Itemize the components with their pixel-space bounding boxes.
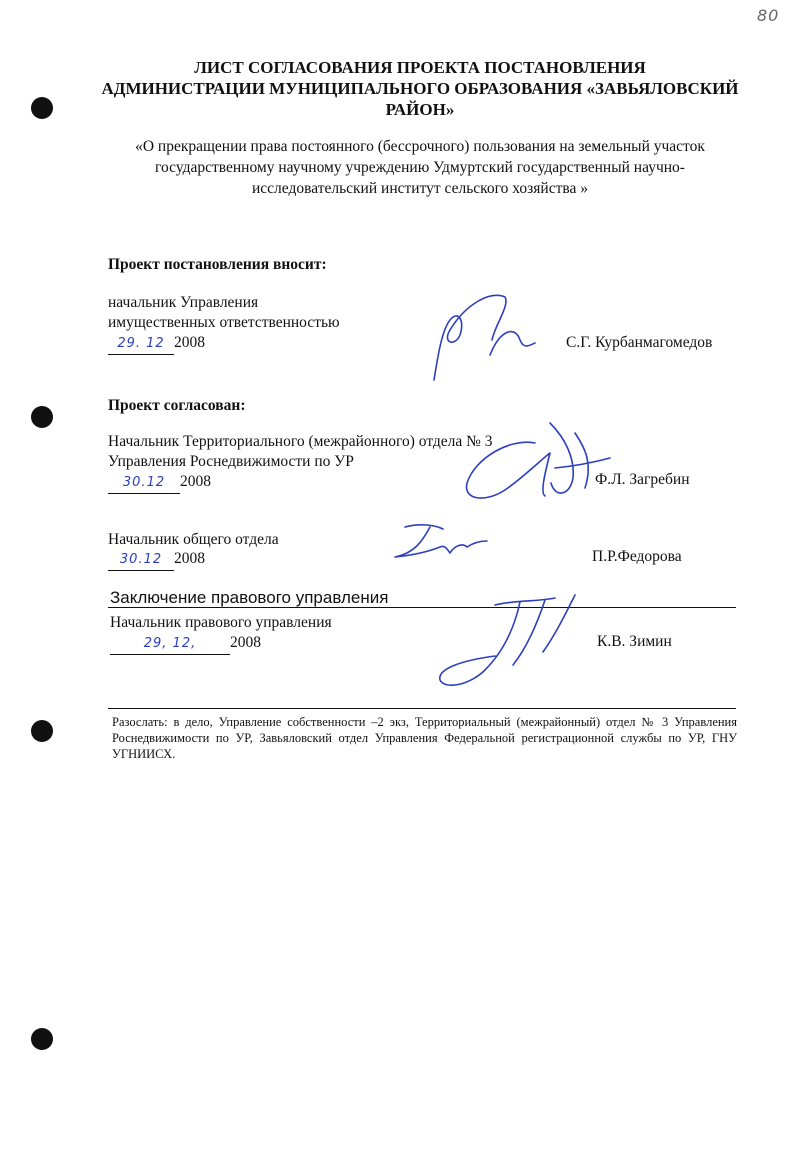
legal-date-year: 2008 — [230, 634, 261, 651]
signer2-date-handwritten: 30.12 — [108, 550, 174, 571]
submitter-date-row — [108, 333, 205, 355]
signer1-position-line-1: Начальник Территориального (межрайонного) отдела № 3 — [108, 433, 493, 450]
section-divider — [108, 607, 736, 608]
submitter-position-line-2: имущественных ответственностью — [108, 314, 340, 331]
submitter-name: С.Г. Курбанмагомедов — [566, 334, 713, 351]
footer-divider — [108, 708, 736, 709]
signer1-date-row — [108, 472, 211, 494]
signer2-date-year: 2008 — [174, 550, 205, 567]
agreed-heading: Проект согласован: — [108, 397, 246, 414]
signature-zagrebin — [455, 418, 615, 518]
legal-date-row — [110, 633, 261, 655]
signature-fedorova — [385, 515, 495, 565]
document-title-line-3: РАЙОН» — [385, 100, 455, 119]
signer2-position: Начальник общего отдела — [108, 531, 279, 548]
legal-position: Начальник правового управления — [110, 614, 332, 631]
page-number: 80 — [757, 6, 780, 25]
signer2-date-row — [108, 549, 205, 571]
signature-zimin — [425, 590, 605, 700]
punch-hole — [31, 1028, 53, 1050]
subject-line-1: «О прекращении права постоянного (бессрочного) пользования на земельный участок — [135, 138, 705, 155]
submitter-date-year: 2008 — [174, 334, 205, 351]
document-title-line-1: ЛИСТ СОГЛАСОВАНИЯ ПРОЕКТА ПОСТАНОВЛЕНИЯ — [194, 58, 646, 77]
signature-kurbanmagomedov — [420, 285, 540, 385]
submitter-position-line-1: начальник Управления — [108, 294, 259, 311]
distribution-list: Разослать: в дело, Управление собственности –2 экз, Территориальный (межрайонный) отдел № 3 Управления Роснедвижимости по УР, Завьяловский отдел Управления Федеральной регистрационной службы по УР, ГНУ УГНИИСХ. — [112, 715, 737, 761]
signer1-position-line-2: Управления Роснедвижимости по УР — [108, 453, 354, 470]
document-title-line-2: АДМИНИСТРАЦИИ МУНИЦИПАЛЬНОГО ОБРАЗОВАНИЯ «ЗАВЬЯЛОВСКИЙ — [101, 79, 739, 98]
signer2-name: П.Р.Федорова — [592, 548, 682, 565]
punch-hole — [31, 720, 53, 742]
legal-signer-name: К.В. Зимин — [597, 633, 672, 650]
submitted-heading: Проект постановления вносит: — [108, 256, 327, 273]
punch-hole — [31, 406, 53, 428]
legal-date-handwritten: 29, 12, — [110, 634, 230, 655]
signer1-date-year: 2008 — [180, 473, 211, 490]
subject-line-2: государственному научному учреждению Удмуртский государственный научно- — [155, 159, 685, 176]
signer1-name: Ф.Л. Загребин — [595, 471, 690, 488]
punch-hole — [31, 97, 53, 119]
signer1-date-handwritten: 30.12 — [108, 473, 180, 494]
legal-heading: Заключение правового управления — [110, 588, 389, 607]
subject-line-3: исследовательский институт сельского хозяйства » — [252, 180, 588, 197]
submitter-date-handwritten: 29. 12 — [108, 334, 174, 355]
